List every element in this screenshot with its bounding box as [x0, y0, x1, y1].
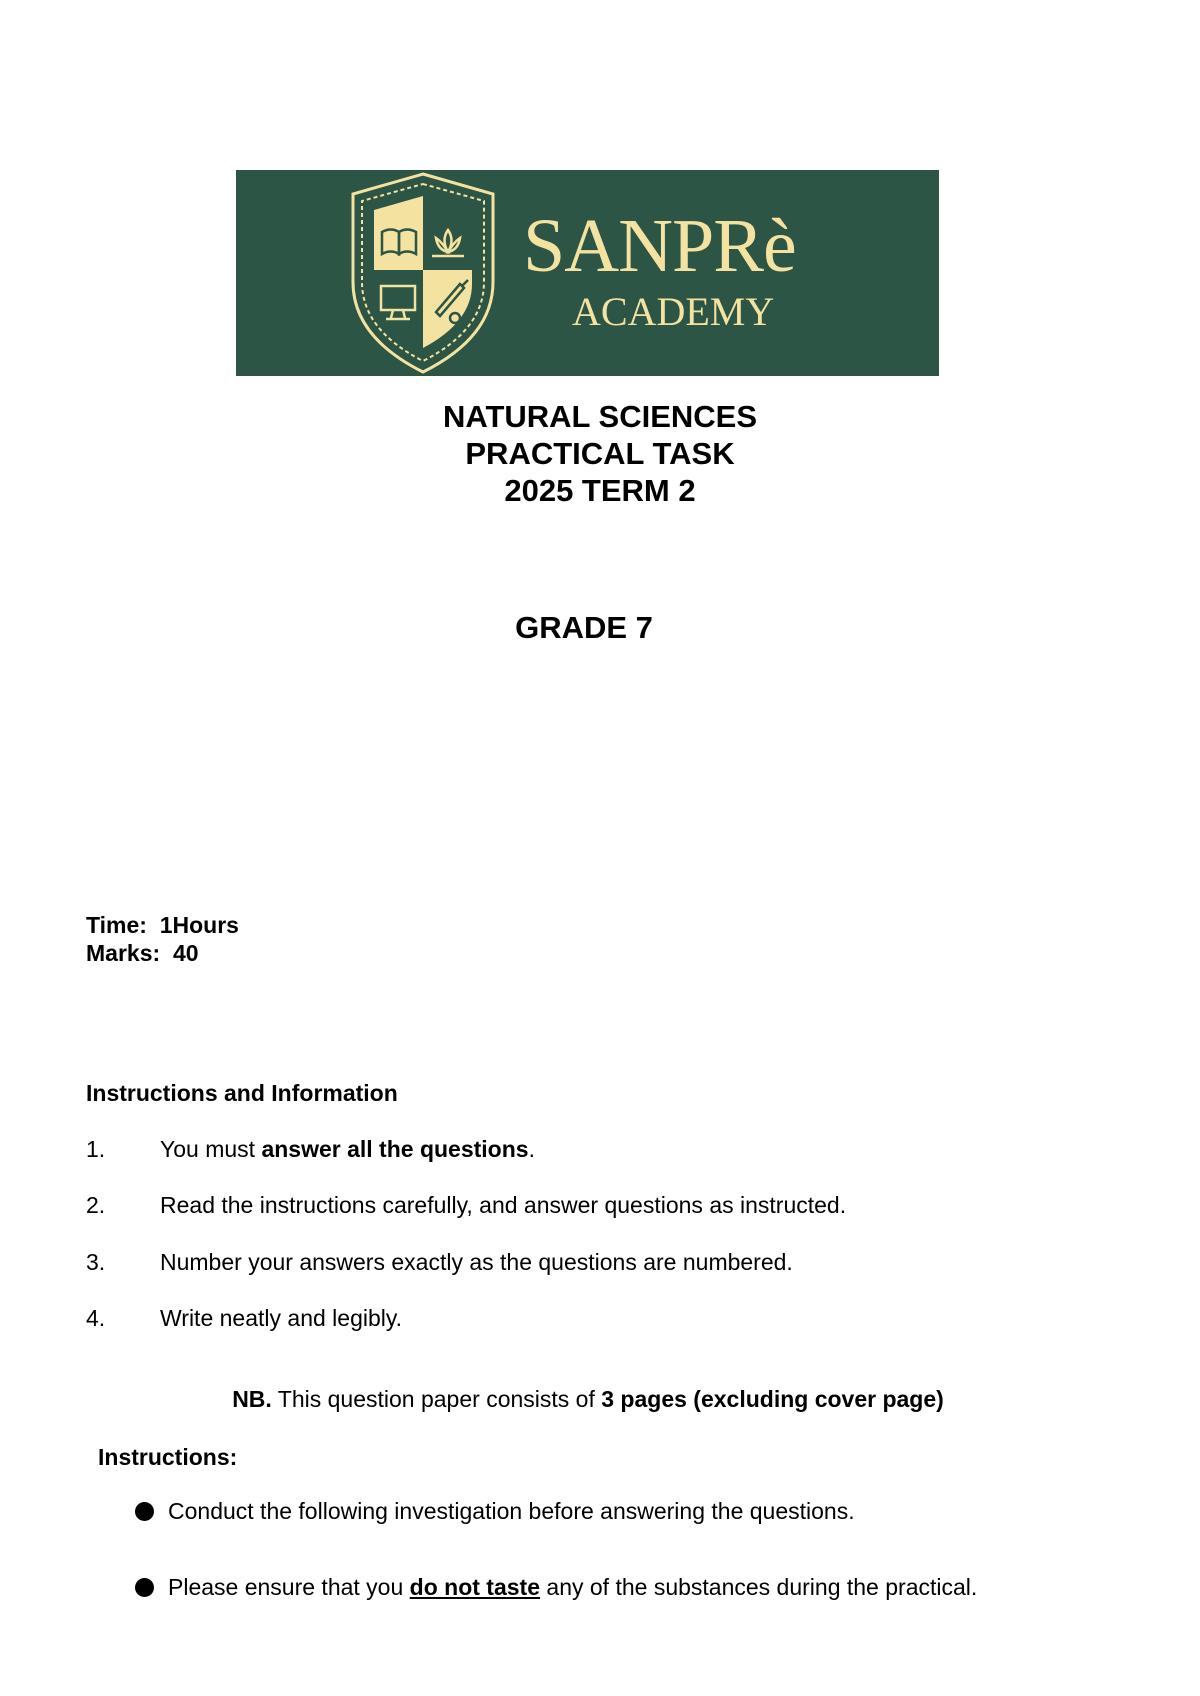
- list-text-end: .: [528, 1136, 535, 1162]
- list-text: Read the instructions carefully, and answer questions as instructed.: [160, 1192, 847, 1218]
- title-term: 2025 TERM 2: [504, 473, 696, 508]
- list-number: 4.: [86, 1305, 106, 1331]
- instructions-heading: Instructions:: [98, 1444, 238, 1470]
- list-item: [86, 1249, 793, 1276]
- document-title: [0, 398, 1200, 509]
- list-text: Write neatly and legibly.: [160, 1305, 403, 1331]
- bullet-icon: [135, 1502, 154, 1521]
- crest-logo: [348, 172, 498, 374]
- list-text: You must: [160, 1136, 262, 1162]
- bullet-emphasis: do not taste: [409, 1574, 541, 1600]
- list-item: [86, 1136, 535, 1163]
- title-subject: NATURAL SCIENCES: [442, 399, 758, 434]
- exam-meta: [86, 911, 239, 967]
- nb-pages: 3 pages (excluding cover page): [601, 1386, 944, 1412]
- list-number: 1.: [86, 1136, 106, 1162]
- logo-banner: [236, 170, 939, 376]
- title-task: PRACTICAL TASK: [465, 436, 735, 471]
- brand-name: SANPRè: [523, 204, 796, 288]
- marks-label: Marks:: [86, 940, 161, 966]
- page-count-note: [0, 1386, 1176, 1413]
- bullet-item: [135, 1498, 855, 1525]
- brand-subtitle: ACADEMY: [572, 289, 775, 334]
- list-text: Number your answers exactly as the questions are numbered.: [160, 1249, 793, 1275]
- list-item: [86, 1305, 402, 1332]
- grade-heading: GRADE 7: [515, 610, 653, 645]
- marks-value: 40: [172, 940, 199, 966]
- bullet-icon: [135, 1578, 154, 1597]
- nb-label: NB.: [232, 1386, 272, 1412]
- bullet-item: [135, 1574, 977, 1601]
- instructions-info-heading: Instructions and Information: [86, 1080, 398, 1106]
- bullet-text-end: any of the substances during the practical.: [540, 1574, 978, 1600]
- marks-line: [86, 939, 239, 967]
- time-line: [86, 911, 239, 939]
- list-item: [86, 1192, 846, 1219]
- time-label: Time:: [86, 912, 147, 938]
- bullet-text: Please ensure that you: [168, 1574, 410, 1600]
- list-number: 3.: [86, 1249, 106, 1275]
- time-value: 1Hours: [159, 912, 239, 938]
- bullet-text: Conduct the following investigation before answering the questions.: [168, 1498, 855, 1524]
- list-text-bold: answer all the questions: [261, 1136, 529, 1162]
- nb-text: This question paper consists of: [271, 1386, 602, 1412]
- list-number: 2.: [86, 1192, 106, 1218]
